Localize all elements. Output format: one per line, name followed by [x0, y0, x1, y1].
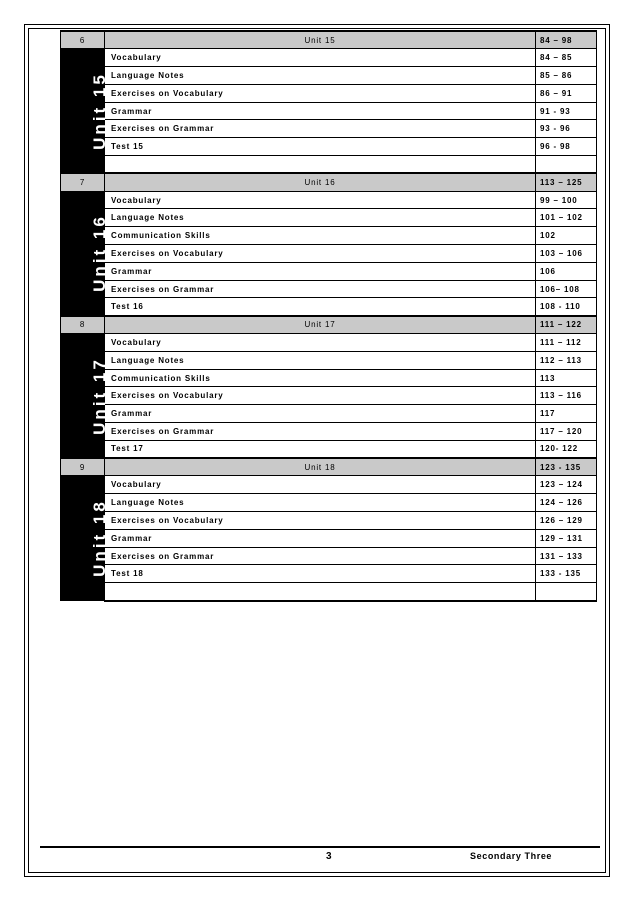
- footer-rule: [40, 846, 600, 848]
- contents-row: [61, 120, 597, 138]
- contents-row: [61, 49, 597, 67]
- contents-row: [61, 387, 597, 405]
- contents-row: [61, 440, 597, 458]
- section-title: Grammar: [105, 529, 536, 547]
- section-pages: 123 – 124: [536, 476, 597, 494]
- unit-number: 7: [61, 173, 105, 191]
- section-title: Exercises on Grammar: [105, 120, 536, 138]
- contents-row: [61, 67, 597, 85]
- section-title: Test 16: [105, 298, 536, 316]
- contents-row: [61, 227, 597, 245]
- unit-title: Unit 17: [105, 316, 536, 334]
- section-title: Language Notes: [105, 209, 536, 227]
- unit-header-row: [61, 31, 597, 49]
- section-title: Grammar: [105, 102, 536, 120]
- unit-side-label: Unit 18: [89, 499, 109, 578]
- section-pages: [536, 583, 597, 601]
- section-title: Vocabulary: [105, 191, 536, 209]
- section-title: Exercises on Grammar: [105, 423, 536, 441]
- contents-row: [61, 529, 597, 547]
- contents-row: [61, 512, 597, 530]
- unit-number: 8: [61, 316, 105, 334]
- contents-row: [61, 423, 597, 441]
- section-title: Communication Skills: [105, 369, 536, 387]
- contents-row: [61, 351, 597, 369]
- contents-row: [61, 84, 597, 102]
- section-pages: 124 – 126: [536, 494, 597, 512]
- contents-row: [61, 298, 597, 316]
- section-pages: 120- 122: [536, 440, 597, 458]
- contents-row: [61, 262, 597, 280]
- section-title: Language Notes: [105, 494, 536, 512]
- unit-title: Unit 15: [105, 31, 536, 49]
- unit-side-tab: [61, 49, 109, 174]
- section-pages: 117: [536, 405, 597, 423]
- contents-row: [61, 334, 597, 352]
- section-pages: 113: [536, 369, 597, 387]
- contents-row: [61, 102, 597, 120]
- section-pages: 102: [536, 227, 597, 245]
- section-pages: 85 – 86: [536, 67, 597, 85]
- unit-page-range: 111 – 122: [536, 316, 597, 334]
- section-title: Vocabulary: [105, 476, 536, 494]
- contents-row: [61, 547, 597, 565]
- section-pages: 131 – 133: [536, 547, 597, 565]
- unit-number: 6: [61, 31, 105, 49]
- section-title: Vocabulary: [105, 49, 536, 67]
- contents-row: [61, 209, 597, 227]
- section-title: [105, 156, 536, 174]
- unit-page-range: 84 – 98: [536, 31, 597, 49]
- section-pages: 86 – 91: [536, 84, 597, 102]
- section-title: Language Notes: [105, 351, 536, 369]
- section-pages: 126 – 129: [536, 512, 597, 530]
- contents-row: [61, 583, 597, 601]
- section-pages: 117 – 120: [536, 423, 597, 441]
- unit-side-tab: [61, 191, 109, 316]
- section-title: Grammar: [105, 262, 536, 280]
- contents-row: [61, 565, 597, 583]
- section-pages: 111 – 112: [536, 334, 597, 352]
- unit-header-row: [61, 316, 597, 334]
- section-title: Exercises on Vocabulary: [105, 512, 536, 530]
- unit-header-row: [61, 458, 597, 476]
- contents-row: [61, 191, 597, 209]
- unit-side-tab: [61, 334, 109, 459]
- unit-side-label: Unit 17: [89, 356, 109, 435]
- section-pages: 113 – 116: [536, 387, 597, 405]
- section-title: Test 17: [105, 440, 536, 458]
- section-title: Communication Skills: [105, 227, 536, 245]
- section-title: Test 15: [105, 138, 536, 156]
- unit-number: 9: [61, 458, 105, 476]
- unit-page-range: 113 – 125: [536, 173, 597, 191]
- contents-row: [61, 494, 597, 512]
- unit-header-row: [61, 173, 597, 191]
- section-title: Exercises on Vocabulary: [105, 387, 536, 405]
- page-number: 3: [326, 851, 332, 862]
- unit-side-tab: [61, 476, 109, 601]
- contents-table-body: [61, 31, 597, 601]
- section-pages: 108 - 110: [536, 298, 597, 316]
- unit-page-range: 123 - 135: [536, 458, 597, 476]
- section-pages: 103 – 106: [536, 245, 597, 263]
- section-title: Grammar: [105, 405, 536, 423]
- contents-row: [61, 245, 597, 263]
- unit-title: Unit 18: [105, 458, 536, 476]
- section-pages: 106: [536, 262, 597, 280]
- footer-label: Secondary Three: [470, 851, 553, 861]
- contents-row: [61, 280, 597, 298]
- unit-side-label: Unit 16: [89, 214, 109, 293]
- section-title: [105, 583, 536, 601]
- contents-row: [61, 476, 597, 494]
- section-title: Exercises on Vocabulary: [105, 84, 536, 102]
- section-title: Test 18: [105, 565, 536, 583]
- section-pages: 129 – 131: [536, 529, 597, 547]
- contents-row: [61, 156, 597, 174]
- section-pages: 91 - 93: [536, 102, 597, 120]
- section-pages: [536, 156, 597, 174]
- contents-table: [60, 30, 597, 602]
- section-title: Language Notes: [105, 67, 536, 85]
- contents-row: [61, 369, 597, 387]
- section-pages: 133 - 135: [536, 565, 597, 583]
- section-pages: 106– 108: [536, 280, 597, 298]
- section-pages: 112 – 113: [536, 351, 597, 369]
- unit-side-label: Unit 15: [89, 71, 109, 150]
- contents-row: [61, 138, 597, 156]
- unit-title: Unit 16: [105, 173, 536, 191]
- section-pages: 96 - 98: [536, 138, 597, 156]
- section-pages: 93 - 96: [536, 120, 597, 138]
- section-title: Exercises on Grammar: [105, 280, 536, 298]
- section-title: Vocabulary: [105, 334, 536, 352]
- section-pages: 101 – 102: [536, 209, 597, 227]
- section-title: Exercises on Vocabulary: [105, 245, 536, 263]
- section-pages: 84 – 85: [536, 49, 597, 67]
- contents-row: [61, 405, 597, 423]
- section-pages: 99 – 100: [536, 191, 597, 209]
- section-title: Exercises on Grammar: [105, 547, 536, 565]
